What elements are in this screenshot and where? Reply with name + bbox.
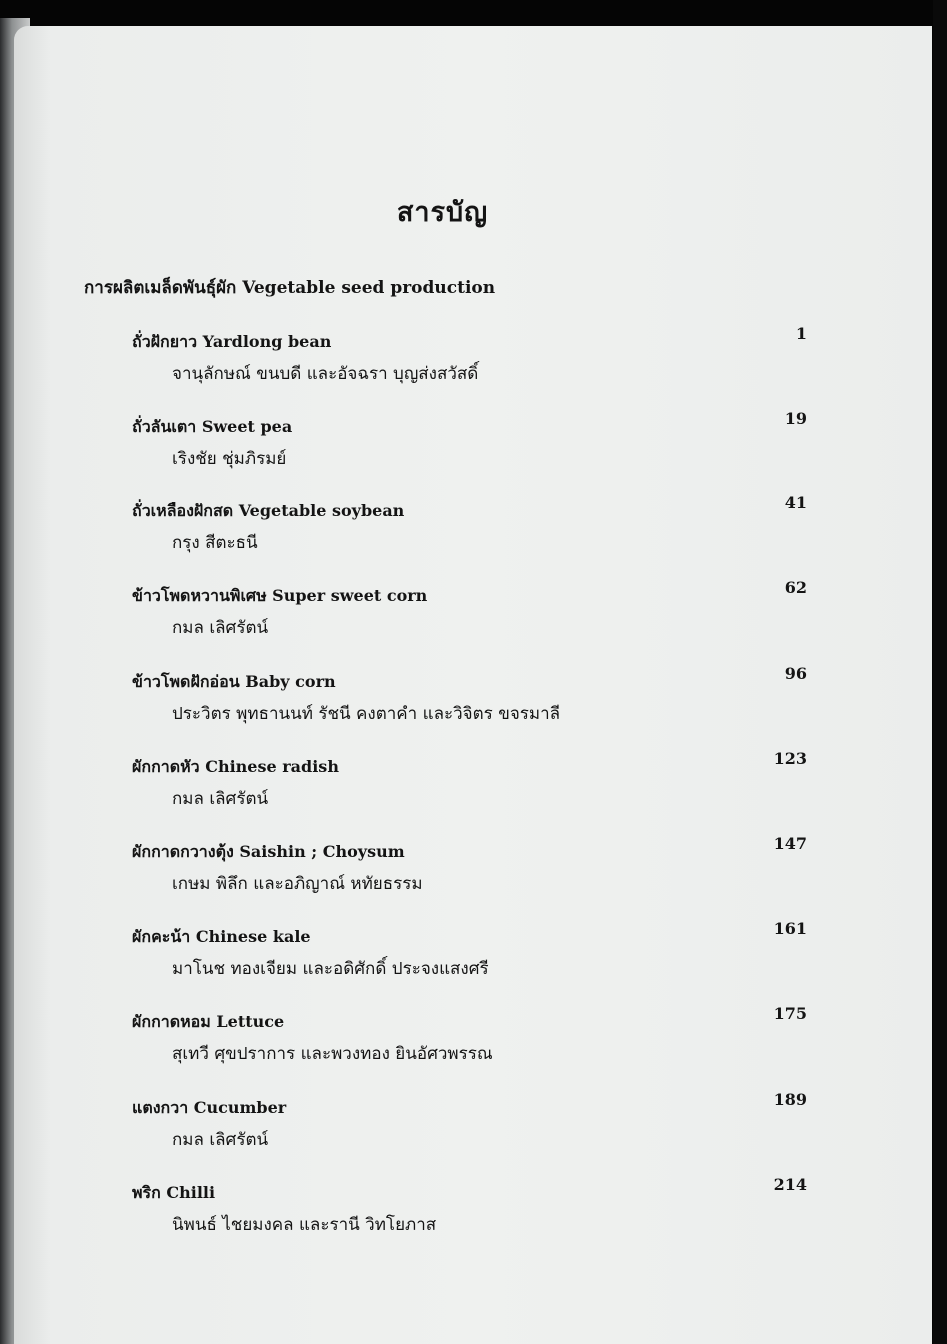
- entry-page-number: 189: [773, 1090, 807, 1109]
- entry-title: ถั่วเหลืองฝักสด Vegetable soybean: [132, 501, 405, 520]
- entry-page-number: 175: [773, 1004, 807, 1023]
- entry-authors: กมล เลิศรัตน์: [172, 1130, 269, 1150]
- page-title: สารบัญ: [396, 197, 489, 228]
- entry-title: ผักคะน้า Chinese kale: [132, 927, 311, 946]
- entry-title: ข้าวโพดหวานพิเศษ Super sweet corn: [132, 586, 428, 605]
- entry-page-number: 123: [773, 749, 807, 768]
- entry-page-number: 161: [773, 919, 807, 938]
- entry-page-number: 19: [784, 409, 807, 428]
- entry-authors: กรุง สีตะธนี: [172, 533, 258, 553]
- entry-page-number: 41: [784, 493, 807, 512]
- entry-authors: เริงชัย ชุ่มภิรมย์: [172, 449, 287, 469]
- entry-title: ผักกาดกวางตุ้ง Saishin ; Choysum: [132, 842, 405, 861]
- entry-title: ข้าวโพดฝักอ่อน Baby corn: [132, 672, 336, 691]
- entry-title: แตงกวา Cucumber: [132, 1098, 287, 1117]
- entry-title: ถั่วฝักยาว Yardlong bean: [132, 332, 332, 351]
- entry-title: พริก Chilli: [132, 1183, 216, 1202]
- background-edge: [933, 0, 947, 1344]
- entry-authors: กมล เลิศรัตน์: [172, 618, 269, 638]
- entry-authors: มาโนช ทองเจียม และอดิศักดิ์ ประจงแสงศรี: [172, 959, 489, 979]
- entry-authors: กมล เลิศรัตน์: [172, 789, 269, 809]
- entry-page-number: 62: [784, 578, 807, 597]
- entry-authors: ประวิตร พุทธานนท์ รัชนี คงตาคำ และวิจิตร ขจรมาลี: [172, 704, 561, 724]
- entry-authors: จานุลักษณ์ ขนบดี และอัจฉรา บุญส่งสวัสดิ์: [172, 364, 479, 384]
- section-heading: การผลิตเมล็ดพันธุ์ผัก Vegetable seed production: [84, 278, 496, 298]
- entry-page-number: 96: [784, 664, 807, 683]
- entry-title: ผักกาดหอม Lettuce: [132, 1012, 285, 1031]
- entry-title: ผักกาดหัว Chinese radish: [132, 757, 339, 776]
- entry-authors: เกษม พิลึก และอภิญาณ์ หทัยธรรม: [172, 874, 423, 894]
- entry-page-number: 1: [795, 324, 807, 343]
- entry-authors: นิพนธ์ ไชยมงคล และรานี วิทโยภาส: [172, 1215, 437, 1235]
- entry-page-number: 214: [773, 1175, 807, 1194]
- entry-page-number: 147: [773, 834, 807, 853]
- entry-authors: สุเทวี ศุขปราการ และพวงทอง ยินอัศวพรรณ: [172, 1044, 493, 1064]
- entry-title: ถั่วลันเตา Sweet pea: [132, 417, 293, 436]
